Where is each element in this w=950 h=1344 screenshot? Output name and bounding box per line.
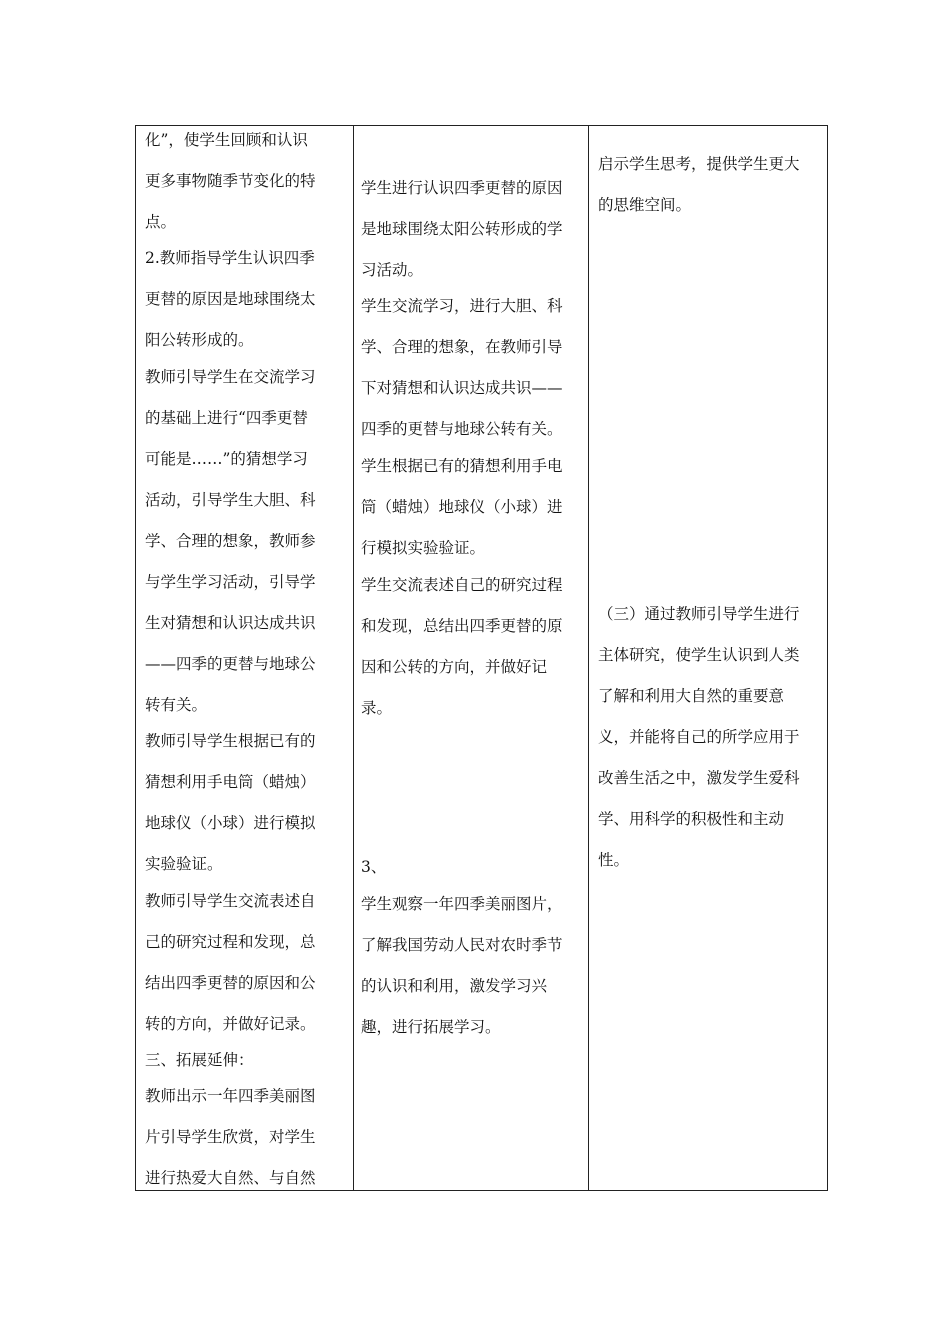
intent-line: 改善生活之中，激发学生爱科 bbox=[598, 769, 800, 787]
student-line: 录。 bbox=[361, 699, 393, 717]
teacher-line: 转的方向，并做好记录。 bbox=[145, 1015, 316, 1033]
teacher-line: ——四季的更替与地球公 bbox=[145, 655, 316, 673]
student-line: 学生根据已有的猜想利用手电 bbox=[361, 457, 563, 475]
student-line: 学生交流学习，进行大胆、科 bbox=[361, 297, 563, 315]
student-line: 了解我国劳动人民对农时季节 bbox=[361, 936, 563, 954]
teacher-line: 活动，引导学生大胆、科 bbox=[145, 491, 316, 509]
teacher-line: 阳公转形成的。 bbox=[145, 331, 254, 349]
student-line: 是地球围绕太阳公转形成的学 bbox=[361, 220, 563, 238]
student-line: 习活动。 bbox=[361, 261, 424, 279]
teacher-line: 教师出示一年四季美丽图 bbox=[145, 1087, 316, 1105]
teacher-line: 生对猜想和认识达成共识 bbox=[145, 614, 316, 632]
teacher-line: 三、拓展延伸： bbox=[145, 1051, 254, 1069]
intent-line: 性。 bbox=[598, 851, 630, 869]
student-line: 下对猜想和认识达成共识—— bbox=[361, 379, 563, 397]
student-line: 3、 bbox=[361, 858, 387, 876]
teacher-line: 转有关。 bbox=[145, 696, 208, 714]
student-line: 学、合理的想象，在教师引导 bbox=[361, 338, 563, 356]
teacher-line: 的基础上进行“四季更替 bbox=[145, 409, 308, 427]
teacher-line: 实验验证。 bbox=[145, 855, 223, 873]
teacher-line: 点。 bbox=[145, 213, 177, 231]
lesson-plan-table bbox=[135, 125, 828, 1191]
intent-line: 义，并能将自己的所学应用于 bbox=[598, 728, 800, 746]
intent-line: 的思维空间。 bbox=[598, 196, 692, 214]
teacher-line: 可能是……”的猜想学习 bbox=[145, 450, 308, 468]
student-line: 的认识和利用，激发学习兴 bbox=[361, 977, 548, 995]
teacher-line: 片引导学生欣赏，对学生 bbox=[145, 1128, 316, 1146]
teacher-line: 教师引导学生交流表述自 bbox=[145, 892, 316, 910]
student-line: 因和公转的方向，并做好记 bbox=[361, 658, 548, 676]
intent-line: （三）通过教师引导学生进行 bbox=[598, 605, 800, 623]
column-divider bbox=[588, 126, 589, 1190]
teacher-line: 学、合理的想象，教师参 bbox=[145, 532, 316, 550]
teacher-line: 更替的原因是地球围绕太 bbox=[145, 290, 316, 308]
teacher-line: 更多事物随季节变化的特 bbox=[145, 172, 316, 190]
column-divider bbox=[353, 126, 354, 1190]
teacher-line: 与学生学习活动，引导学 bbox=[145, 573, 316, 591]
teacher-line: 猜想利用手电筒（蜡烛） bbox=[145, 773, 316, 791]
teacher-line: 进行热爱大自然、与自然 bbox=[145, 1169, 316, 1187]
student-line: 和发现，总结出四季更替的原 bbox=[361, 617, 563, 635]
student-line: 趣，进行拓展学习。 bbox=[361, 1018, 501, 1036]
student-line: 学生观察一年四季美丽图片， bbox=[361, 895, 563, 913]
intent-line: 了解和利用大自然的重要意 bbox=[598, 687, 785, 705]
student-line: 学生交流表述自己的研究过程 bbox=[361, 576, 563, 594]
intent-line: 学、用科学的积极性和主动 bbox=[598, 810, 785, 828]
teacher-line: 结出四季更替的原因和公 bbox=[145, 974, 316, 992]
teacher-line: 教师引导学生在交流学习 bbox=[145, 368, 316, 386]
student-line: 筒（蜡烛）地球仪（小球）进 bbox=[361, 498, 563, 516]
teacher-line: 教师引导学生根据已有的 bbox=[145, 732, 316, 750]
intent-line: 主体研究，使学生认识到人类 bbox=[598, 646, 800, 664]
intent-line: 启示学生思考，提供学生更大 bbox=[598, 155, 800, 173]
teacher-line: 地球仪（小球）进行模拟 bbox=[145, 814, 316, 832]
teacher-line: 2.教师指导学生认识四季 bbox=[145, 249, 315, 267]
student-line: 四季的更替与地球公转有关。 bbox=[361, 420, 563, 438]
student-line: 行模拟实验验证。 bbox=[361, 539, 486, 557]
teacher-line: 化”，使学生回顾和认识 bbox=[145, 131, 308, 149]
student-line: 学生进行认识四季更替的原因 bbox=[361, 179, 563, 197]
teacher-line: 己的研究过程和发现，总 bbox=[145, 933, 316, 951]
